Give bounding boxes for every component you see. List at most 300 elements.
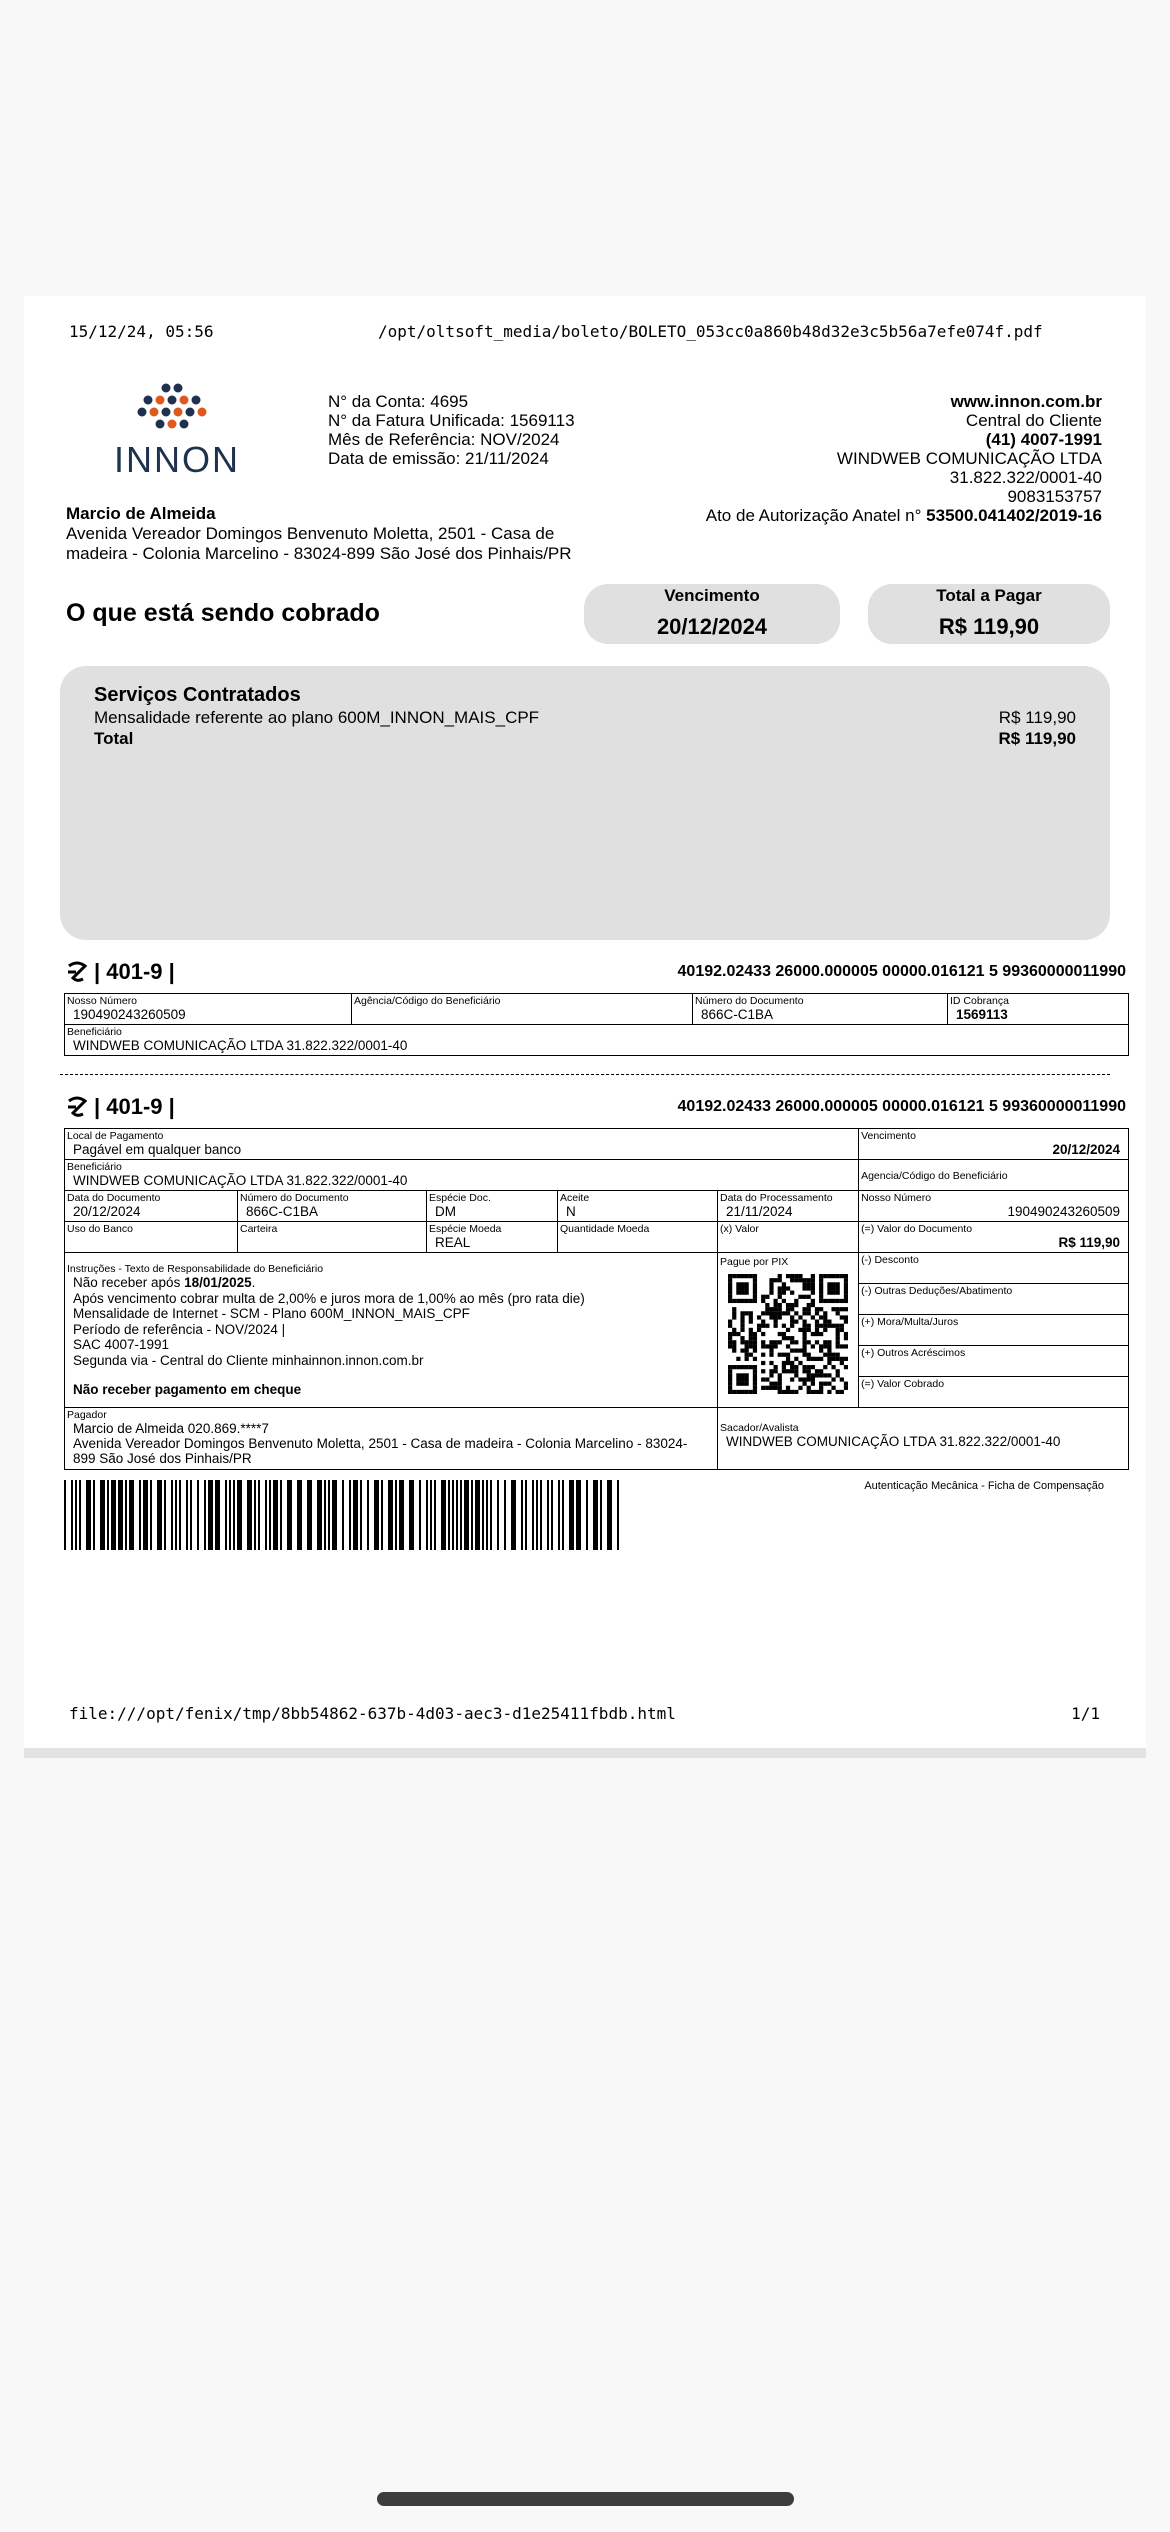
qr-module <box>749 1390 753 1394</box>
qr-module <box>840 1274 844 1278</box>
qr-module <box>774 1386 778 1390</box>
invoice-number: N° da Fatura Unificada: 1569113 <box>328 411 575 430</box>
qr-module <box>840 1344 844 1348</box>
barcode-bar <box>254 1480 256 1550</box>
qr-module <box>769 1369 773 1373</box>
qr-module <box>823 1340 827 1344</box>
barcode-bar <box>497 1480 499 1550</box>
instr-line: Segunda via - Central do Cliente minhainnon.innon.com.br <box>73 1352 424 1368</box>
qr-module <box>736 1286 740 1290</box>
qr-module <box>749 1336 753 1340</box>
beneficiario: WINDWEB COMUNICAÇÃO LTDA 31.822.322/0001-40 <box>73 1038 408 1053</box>
qr-module <box>778 1311 782 1315</box>
barcode-bar <box>225 1480 227 1550</box>
qr-module <box>728 1373 732 1377</box>
qr-module <box>786 1328 790 1332</box>
barcode-bar <box>395 1480 397 1550</box>
qr-module <box>807 1311 811 1315</box>
qr-module <box>765 1386 769 1390</box>
label: (=) Valor Cobrado <box>861 1378 945 1390</box>
qr-module <box>786 1386 790 1390</box>
qr-module <box>753 1357 757 1361</box>
qr-module <box>844 1286 848 1290</box>
barcode-bar <box>175 1480 177 1550</box>
pagador-address: Avenida Vereador Domingos Benvenuto Moletta, 2501 - Casa de madeira - Colonia Marcelino - 83024-899 São José dos Pinhais/PR <box>73 1436 688 1466</box>
qr-module <box>761 1324 765 1328</box>
innon-logo <box>114 380 274 480</box>
qr-module <box>831 1286 835 1290</box>
qr-module <box>790 1340 794 1344</box>
barcode-bar <box>430 1480 432 1550</box>
qr-module <box>840 1361 844 1365</box>
qr-module <box>803 1336 807 1340</box>
qr-module <box>811 1315 815 1319</box>
qr-module <box>811 1344 815 1348</box>
qr-module <box>819 1369 823 1373</box>
instr-line: Não receber pagamento em cheque <box>73 1382 302 1397</box>
valor-documento: R$ 119,90 <box>1058 1235 1121 1250</box>
qr-module <box>840 1328 844 1332</box>
qr-module <box>844 1386 848 1390</box>
qr-module <box>790 1320 794 1324</box>
barcode-bar <box>490 1480 492 1550</box>
qr-module <box>745 1365 749 1369</box>
qr-module <box>803 1324 807 1328</box>
qr-module <box>803 1286 807 1290</box>
barcode-bar <box>576 1480 581 1550</box>
qr-module <box>840 1324 844 1328</box>
qr-module <box>811 1382 815 1386</box>
qr-module <box>803 1369 807 1373</box>
qr-module <box>836 1332 840 1336</box>
qr-module <box>836 1373 840 1377</box>
barcode-bar <box>360 1480 362 1550</box>
qr-module <box>774 1278 778 1282</box>
qr-module <box>794 1369 798 1373</box>
qr-module <box>749 1365 753 1369</box>
qr-module <box>836 1307 840 1311</box>
qr-module <box>745 1282 749 1286</box>
barcode-bar <box>258 1480 260 1550</box>
qr-module <box>761 1353 765 1357</box>
home-indicator[interactable] <box>377 2492 794 2506</box>
instr-limit-date: 18/01/2025 <box>184 1275 252 1290</box>
barcode-bar <box>532 1480 534 1550</box>
numero-documento: 866C-C1BA <box>246 1204 319 1219</box>
qr-module <box>815 1307 819 1311</box>
qr-module <box>836 1353 840 1357</box>
qr-module <box>745 1311 749 1315</box>
qr-module <box>823 1382 827 1386</box>
account-number: N° da Conta: 4695 <box>328 392 469 411</box>
qr-module <box>728 1320 732 1324</box>
especie-documento: DM <box>435 1204 456 1219</box>
qr-module <box>836 1357 840 1361</box>
qr-module <box>728 1278 732 1282</box>
qr-module <box>753 1373 757 1377</box>
barcode-bar <box>460 1480 462 1550</box>
qr-module <box>745 1274 749 1278</box>
qr-module <box>769 1373 773 1377</box>
barcode-bar <box>342 1480 344 1550</box>
qr-module <box>765 1311 769 1315</box>
qr-module <box>736 1373 740 1377</box>
slip-table <box>64 1128 1129 1470</box>
qr-module <box>749 1299 753 1303</box>
qr-module <box>840 1299 844 1303</box>
instr-text: . <box>251 1275 256 1290</box>
qr-module <box>728 1332 732 1336</box>
qr-module <box>794 1390 798 1394</box>
barcode-bar <box>332 1480 337 1550</box>
barcode-bar <box>511 1480 516 1550</box>
qr-module <box>740 1324 744 1328</box>
qr-module <box>807 1324 811 1328</box>
qr-module <box>815 1311 819 1315</box>
qr-module <box>782 1324 786 1328</box>
qr-module <box>819 1307 823 1311</box>
charge-heading: O que está sendo cobrado <box>66 599 380 627</box>
qr-module <box>819 1278 823 1282</box>
qr-module <box>803 1278 807 1282</box>
barcode-bar <box>118 1480 123 1550</box>
qr-module <box>761 1295 765 1299</box>
qr-module <box>745 1382 749 1386</box>
qr-module <box>769 1315 773 1319</box>
qr-module <box>844 1282 848 1286</box>
qr-module <box>819 1332 823 1336</box>
qr-module <box>774 1365 778 1369</box>
instr-line: Após vencimento cobrar multa de 2,00% e juros mora de 1,00% ao mês (pro rata die) <box>73 1290 585 1306</box>
qr-module <box>815 1390 819 1394</box>
company-info <box>706 392 1102 525</box>
qr-module <box>807 1386 811 1390</box>
company-phone: (41) 4007-1991 <box>985 430 1102 449</box>
qr-module <box>803 1295 807 1299</box>
qr-module <box>823 1299 827 1303</box>
qr-module <box>827 1373 831 1377</box>
qr-module <box>753 1365 757 1369</box>
qr-module <box>769 1278 773 1282</box>
qr-module <box>798 1315 802 1319</box>
page-shadow <box>24 1748 1146 1758</box>
service-item-value: R$ 119,90 <box>998 708 1076 727</box>
qr-module <box>844 1365 848 1369</box>
qr-module <box>786 1286 790 1290</box>
qr-module <box>844 1336 848 1340</box>
qr-module <box>778 1291 782 1295</box>
instr-line: Mensalidade de Internet - SCM - Plano 600M_INNON_MAIS_CPF <box>73 1306 470 1321</box>
label: Agencia/Código do Beneficiário <box>861 1169 1008 1182</box>
qr-module <box>769 1340 773 1344</box>
qr-module <box>732 1365 736 1369</box>
barcode <box>64 1480 624 1550</box>
qr-module <box>761 1361 765 1365</box>
qr-module <box>774 1311 778 1315</box>
account-info <box>328 392 575 468</box>
qr-module <box>745 1377 749 1381</box>
qr-module <box>803 1332 807 1336</box>
qr-module <box>840 1357 844 1361</box>
qr-module <box>774 1382 778 1386</box>
pagador-name: Marcio de Almeida 020.869.****7 <box>73 1421 269 1436</box>
barcode-bar <box>265 1480 267 1550</box>
label: (x) Valor <box>720 1223 759 1235</box>
qr-module <box>732 1340 736 1344</box>
qr-module <box>753 1344 757 1348</box>
qr-module <box>769 1282 773 1286</box>
qr-module <box>728 1324 732 1328</box>
qr-module <box>761 1344 765 1348</box>
qr-module <box>732 1315 736 1319</box>
company-site: www.innon.com.br <box>950 392 1102 411</box>
qr-module <box>815 1340 819 1344</box>
qr-module <box>753 1291 757 1295</box>
label: Vencimento <box>861 1130 916 1142</box>
barcode-bar <box>569 1480 574 1550</box>
qr-module <box>786 1311 790 1315</box>
label: Agência/Código do Beneficiário <box>354 995 501 1007</box>
qr-module <box>823 1373 827 1377</box>
receipt-bank-header <box>66 957 1126 987</box>
qr-module <box>819 1324 823 1328</box>
qr-module <box>769 1386 773 1390</box>
qr-module <box>790 1303 794 1307</box>
qr-module <box>761 1386 765 1390</box>
receipt-table <box>64 993 1129 1056</box>
qr-module <box>782 1332 786 1336</box>
qr-module <box>782 1361 786 1365</box>
qr-module <box>728 1382 732 1386</box>
qr-module <box>840 1377 844 1381</box>
barcode-bar <box>204 1480 206 1550</box>
qr-module <box>753 1282 757 1286</box>
qr-module <box>732 1348 736 1352</box>
qr-module <box>732 1344 736 1348</box>
barcode-bar <box>247 1480 252 1550</box>
barcode-bar <box>317 1480 322 1550</box>
qr-module <box>794 1373 798 1377</box>
qr-module <box>740 1365 744 1369</box>
barcode-bar <box>229 1480 231 1550</box>
qr-module <box>807 1373 811 1377</box>
qr-module <box>831 1365 835 1369</box>
qr-module <box>732 1332 736 1336</box>
local-pagamento: Pagável em qualquer banco <box>73 1142 242 1157</box>
barcode-bar <box>536 1480 538 1550</box>
qr-module <box>769 1311 773 1315</box>
qr-module <box>778 1340 782 1344</box>
qr-module <box>811 1303 815 1307</box>
qr-module <box>819 1274 823 1278</box>
qr-module <box>740 1336 744 1340</box>
qr-module <box>823 1311 827 1315</box>
barcode-bar <box>171 1480 173 1550</box>
due-date-label: Vencimento <box>664 586 760 605</box>
qr-module <box>774 1315 778 1319</box>
qr-module <box>786 1353 790 1357</box>
reference-month: Mês de Referência: NOV/2024 <box>328 430 560 449</box>
qr-module <box>740 1291 744 1295</box>
qr-module <box>807 1365 811 1369</box>
qr-module <box>778 1377 782 1381</box>
qr-module <box>757 1324 761 1328</box>
qr-module <box>740 1328 744 1332</box>
qr-module <box>811 1390 815 1394</box>
qr-module <box>823 1328 827 1332</box>
bank-code: | 401-9 | <box>94 1094 175 1119</box>
due-date-card <box>584 584 840 644</box>
qr-module <box>728 1365 732 1369</box>
qr-module <box>753 1348 757 1352</box>
qr-module <box>728 1344 732 1348</box>
id-cobranca: 1569113 <box>956 1007 1008 1022</box>
qr-module <box>803 1353 807 1357</box>
qr-module <box>778 1286 782 1290</box>
qr-module <box>778 1295 782 1299</box>
qr-module <box>790 1307 794 1311</box>
qr-module <box>803 1365 807 1369</box>
barcode-bar <box>139 1480 141 1550</box>
qr-module <box>745 1357 749 1361</box>
qr-module <box>736 1382 740 1386</box>
qr-module <box>807 1278 811 1282</box>
barcode-bar <box>525 1480 527 1550</box>
qr-module <box>786 1303 790 1307</box>
qr-module <box>786 1361 790 1365</box>
qr-module <box>836 1299 840 1303</box>
qr-module <box>740 1348 744 1352</box>
qr-module <box>815 1320 819 1324</box>
qr-module <box>786 1336 790 1340</box>
qr-module <box>728 1274 732 1278</box>
qr-module <box>831 1274 835 1278</box>
qr-module <box>827 1357 831 1361</box>
qr-module <box>844 1332 848 1336</box>
qr-module <box>790 1291 794 1295</box>
barcode-bar <box>86 1480 91 1550</box>
qr-module <box>811 1291 815 1295</box>
total-label: Total a Pagar <box>936 586 1042 605</box>
qr-module <box>790 1274 794 1278</box>
qr-module <box>811 1282 815 1286</box>
qr-module <box>836 1311 840 1315</box>
qr-module <box>807 1377 811 1381</box>
qr-module <box>769 1353 773 1357</box>
qr-module <box>774 1340 778 1344</box>
qr-module <box>778 1307 782 1311</box>
qr-module <box>740 1311 744 1315</box>
qr-module <box>790 1365 794 1369</box>
qr-module <box>753 1382 757 1386</box>
qr-module <box>774 1303 778 1307</box>
label: Data do Processamento <box>720 1192 833 1204</box>
qr-module <box>827 1340 831 1344</box>
qr-module <box>815 1373 819 1377</box>
barcode-bar <box>273 1480 278 1550</box>
qr-module <box>798 1295 802 1299</box>
qr-module <box>761 1340 765 1344</box>
qr-module <box>745 1291 749 1295</box>
qr-module <box>736 1282 740 1286</box>
qr-module <box>794 1299 798 1303</box>
qr-module <box>740 1320 744 1324</box>
qr-module <box>790 1278 794 1282</box>
qr-module <box>765 1344 769 1348</box>
qr-module <box>840 1390 844 1394</box>
qr-module <box>798 1386 802 1390</box>
qr-module <box>769 1307 773 1311</box>
barcode-bar <box>179 1480 181 1550</box>
label: Beneficiário <box>67 1026 122 1038</box>
qr-module <box>778 1373 782 1377</box>
qr-module <box>811 1286 815 1290</box>
qr-module <box>831 1353 835 1357</box>
qr-module <box>827 1299 831 1303</box>
total-value: R$ 119,90 <box>938 614 1040 639</box>
qr-module <box>827 1291 831 1295</box>
barcode-bar <box>399 1480 404 1550</box>
qr-module <box>769 1286 773 1290</box>
qr-module <box>807 1295 811 1299</box>
qr-module <box>794 1303 798 1307</box>
qr-module <box>823 1344 827 1348</box>
vencimento: 20/12/2024 <box>1052 1142 1121 1157</box>
service-item-row <box>94 708 1076 728</box>
barcode-bar <box>367 1480 369 1550</box>
qr-module <box>786 1274 790 1278</box>
service-total-row <box>94 729 1076 749</box>
qr-module <box>803 1328 807 1332</box>
qr-module <box>778 1353 782 1357</box>
qr-module <box>844 1307 848 1311</box>
qr-module <box>753 1390 757 1394</box>
label: Sacador/Avalista <box>720 1422 799 1434</box>
qr-module <box>831 1307 835 1311</box>
qr-module <box>819 1390 823 1394</box>
qr-module <box>736 1365 740 1369</box>
qr-module <box>819 1299 823 1303</box>
qr-module <box>840 1315 844 1319</box>
qr-module <box>728 1340 732 1344</box>
barcode-bar <box>297 1480 302 1550</box>
qr-module <box>807 1369 811 1373</box>
barcode-bar <box>482 1480 484 1550</box>
qr-module <box>753 1386 757 1390</box>
label: Espécie Moeda <box>429 1223 502 1235</box>
barcode-bar <box>426 1480 428 1550</box>
qr-module <box>844 1320 848 1324</box>
label: Nosso Número <box>67 995 138 1007</box>
qr-module <box>728 1390 732 1394</box>
services-title: Serviços Contratados <box>94 684 301 706</box>
qr-module <box>819 1295 823 1299</box>
qr-module <box>844 1315 848 1319</box>
qr-module <box>732 1299 736 1303</box>
qr-module <box>745 1286 749 1290</box>
qr-module <box>736 1299 740 1303</box>
qr-module <box>831 1357 835 1361</box>
label: Número do Documento <box>695 995 804 1007</box>
qr-module <box>815 1357 819 1361</box>
instr-line: SAC 4007-1991 <box>73 1337 170 1352</box>
qr-module <box>778 1315 782 1319</box>
qr-module <box>798 1348 802 1352</box>
qr-module <box>836 1328 840 1332</box>
qr-module <box>753 1278 757 1282</box>
qr-module <box>803 1344 807 1348</box>
qr-module <box>782 1299 786 1303</box>
